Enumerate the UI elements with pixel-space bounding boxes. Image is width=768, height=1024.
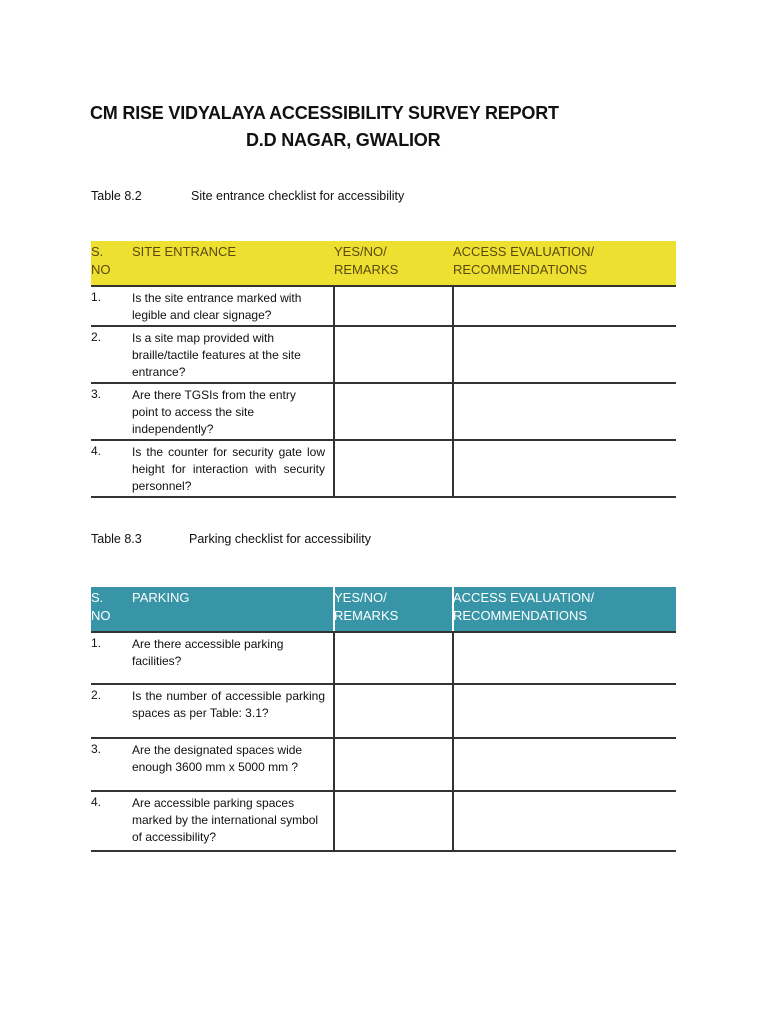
header-sno-line1: S. (91, 244, 104, 259)
header-access-evaluation (453, 589, 594, 625)
header-yesno-line2: REMARKS (334, 608, 399, 623)
header-yes-no-remarks (334, 589, 398, 625)
row-number: 2. (91, 688, 102, 702)
table-number: Table 8.3 (91, 532, 142, 546)
table-row (91, 287, 676, 327)
header-yes-no-remarks (334, 243, 398, 279)
header-sno-line1: S. (91, 590, 104, 605)
table-row (91, 384, 676, 441)
table-row (91, 685, 676, 739)
table-row (91, 633, 676, 685)
evaluation-cell[interactable] (452, 792, 454, 852)
row-number: 4. (91, 444, 102, 458)
response-cell[interactable] (333, 739, 335, 792)
header-access-evaluation (453, 243, 594, 279)
header-sno (91, 243, 111, 279)
table-caption-text: Site entrance checklist for accessibility (191, 189, 405, 203)
row-number: 2. (91, 330, 102, 344)
header-sno (91, 589, 111, 625)
row-question: Is the number of accessible parking spaces as per Table: 3.1? (132, 689, 325, 720)
evaluation-cell[interactable] (452, 327, 454, 384)
report-title: CM RISE VIDYALAYA ACCESSIBILITY SURVEY REPORT (90, 103, 559, 123)
table-row (91, 327, 676, 384)
response-cell[interactable] (333, 792, 335, 852)
response-cell[interactable] (333, 327, 335, 384)
response-cell[interactable] (333, 685, 335, 739)
header-yesno-line1: YES/NO/ (334, 590, 387, 605)
row-number: 3. (91, 387, 102, 401)
parking-table (91, 587, 676, 852)
row-number: 3. (91, 742, 102, 756)
table-number: Table 8.2 (91, 189, 142, 203)
header-yesno-line1: YES/NO/ (334, 244, 387, 259)
table-header-row (91, 241, 676, 285)
header-sno-line2: NO (91, 608, 111, 623)
row-question: Is the site entrance marked with legible and clear signage? (132, 291, 302, 322)
header-eval-line2: RECOMMENDATIONS (453, 262, 588, 277)
evaluation-cell[interactable] (452, 287, 454, 327)
response-cell[interactable] (333, 287, 335, 327)
evaluation-cell[interactable] (452, 384, 454, 441)
header-eval-line1: ACCESS EVALUATION/ (453, 590, 595, 605)
row-question: Are the designated spaces wide enough 3600 mm x 5000 mm ? (132, 743, 303, 774)
row-question: Are there accessible parking facilities? (132, 637, 284, 668)
table-row (91, 739, 676, 792)
response-cell[interactable] (333, 441, 335, 498)
header-eval-line1: ACCESS EVALUATION/ (453, 244, 595, 259)
row-question: Is a site map provided with braille/tactile features at the site entrance? (132, 331, 301, 379)
table-header-row (91, 587, 676, 631)
row-question: Are accessible parking spaces marked by the international symbol of accessibility? (132, 796, 319, 844)
header-item: SITE ENTRANCE (132, 244, 237, 259)
table-row (91, 441, 676, 498)
table-caption-text: Parking checklist for accessibility (189, 532, 372, 546)
row-number: 1. (91, 636, 102, 650)
row-question: Are there TGSIs from the entry point to access the site independently? (132, 388, 296, 436)
response-cell[interactable] (333, 633, 335, 685)
report-subtitle: D.D NAGAR, GWALIOR (246, 130, 441, 150)
site-entrance-table (91, 241, 676, 498)
header-yesno-line2: REMARKS (334, 262, 399, 277)
evaluation-cell[interactable] (452, 633, 454, 685)
evaluation-cell[interactable] (452, 739, 454, 792)
response-cell[interactable] (333, 384, 335, 441)
row-question: Is the counter for security gate low height for interaction with security personnel? (132, 445, 325, 493)
header-sno-line2: NO (91, 262, 111, 277)
header-item: PARKING (132, 590, 190, 605)
row-number: 4. (91, 795, 102, 809)
row-number: 1. (91, 290, 102, 304)
evaluation-cell[interactable] (452, 685, 454, 739)
table-row (91, 792, 676, 852)
evaluation-cell[interactable] (452, 441, 454, 498)
header-eval-line2: RECOMMENDATIONS (453, 608, 588, 623)
